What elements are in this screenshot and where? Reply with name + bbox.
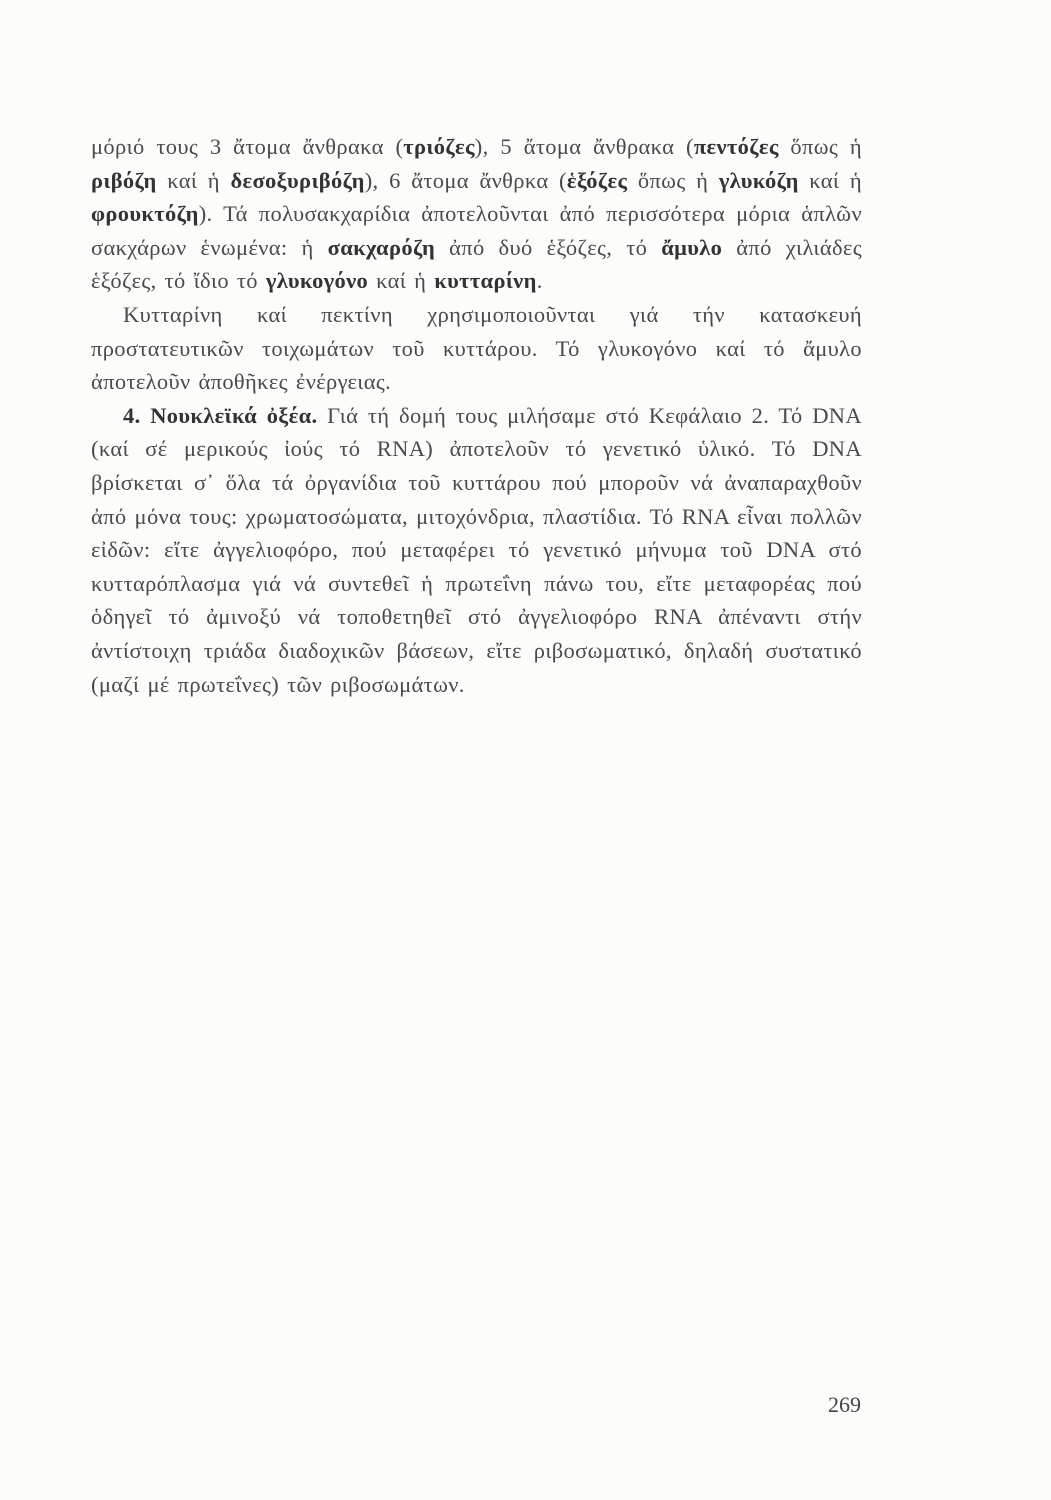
bold-term: δεσοξυριβόζη: [230, 167, 365, 193]
text-run: Κυτταρίνη καί πεκτίνη χρησιμοποιοῦνται γιά τήν κατασκευή προστατευτικῶν τοιχωμάτων τοῦ κυττάρου. Τό γλυκογόνο καί τό ἄμυλο ἀποτελοῦν ἀποθῆκες ἐνέργειας.: [91, 301, 862, 395]
paragraph-sugars: [91, 130, 862, 298]
text-run: ἀπό δυό ἑξόζες, τό: [435, 234, 662, 260]
bold-term: 4. Νουκλεϊκά ὀξέα.: [123, 402, 318, 428]
bold-term: γλυκογόνο: [265, 268, 369, 294]
text-run: καί ἡ: [368, 268, 435, 294]
text-run: ), 6 ἄτομα ἄνθρκα (: [364, 167, 567, 193]
text-run: ἀπό χιλιάδες ἑξόζες, τό ἴδιο τό: [91, 234, 862, 294]
text-run: ), 5 ἄτομα ἄνθρακα (: [474, 134, 694, 159]
bold-term: κυτταρίνη: [434, 268, 537, 294]
bold-term: γλυκόζη: [718, 167, 799, 193]
bold-term: πεντόζες: [693, 134, 779, 159]
text-run: .: [536, 268, 543, 294]
bold-term: σακχαρόζη: [327, 234, 436, 260]
bold-term: ἄμυλο: [661, 234, 723, 260]
page-body: [91, 130, 862, 701]
bold-term: φρουκτόζη: [91, 201, 199, 227]
bold-term: τριόζες: [403, 134, 475, 159]
text-run: καί ἡ: [798, 167, 862, 193]
text-run: Γιά τή δομή τους μιλήσαμε στό Κεφάλαιο 2. Τό DNA (καί σέ μερικούς ἰούς τό RNA) ἀποτελοῦν τό γενετικό ὑλικό. Τό DNA βρίσκεται σ᾽ ὅλα τά ὀργανίδια τοῦ κυττάρου πού μποροῦν νά ἀναπαραχθοῦν ἀπό μόνα τους: χρωματοσώματα, μιτοχόνδρια, πλαστίδια. Τό RNA εἶναι πολλῶν εἰδῶν: εἴτε ἀγγελιοφόρο, πού μεταφέρει τό γενετικό μήνυμα τοῦ DNA στό κυτταρόπλασμα γιά νά συντεθεῖ ἡ πρωτεΐνη πάνω του, εἴτε μεταφορέας πού ὁδηγεῖ τό ἀμινοξύ νά τοποθετηθεῖ στό ἀγγελιοφόρο RNA ἀπέναντι στήν ἀντίστοιχη τριάδα διαδοχικῶν βάσεων, εἴτε ριβοσωματικό, δηλαδή συστατικό (μαζί μέ πρωτεΐνες) τῶν ριβοσωμάτων.: [91, 402, 862, 697]
text-run: καί ἡ: [156, 167, 231, 193]
paragraph-nucleic-acids: [91, 399, 862, 701]
text-run: ). Τά πολυσακχαρίδια ἀποτελοῦνται ἀπό περισσότερα μόρια ἁπλῶν σακχάρων ἑνωμένα: ἡ: [91, 201, 862, 260]
bold-term: ριβόζη: [91, 167, 157, 193]
text-run: μόριό τους 3 ἄτομα ἄνθρακα (: [91, 134, 404, 159]
text-run: ὅπως ἡ: [627, 167, 719, 193]
text-run: ὅπως ἡ: [778, 134, 862, 159]
paragraph-cellulose: [91, 298, 862, 399]
bold-term: ἑξόζες: [566, 167, 628, 193]
page-number: 269: [828, 1392, 861, 1417]
